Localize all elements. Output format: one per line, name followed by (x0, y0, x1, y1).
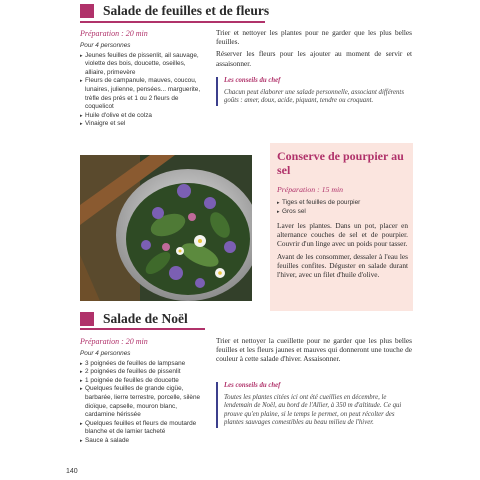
salad-photo (80, 155, 252, 301)
chef-tips (216, 77, 410, 106)
list-item: ▸ Quelques feuilles de grande cigüe, barbarée, lierre terrestre, porcelle, silène dioïque, capselle, mouron blanc, cardamine hérissée (80, 385, 205, 419)
recipe-title: Salade de Noël (103, 311, 188, 326)
list-item: ▸ Sauce à salade (80, 437, 205, 446)
list-item: ▸ 1 poignée de feuilles de doucette (80, 377, 205, 386)
instructions (216, 336, 412, 367)
tips-heading: Les conseils du chef (224, 77, 281, 84)
box-instructions (277, 221, 408, 282)
salad-bowl-image (80, 155, 252, 301)
paragraph: Avant de les consommer, dessaler à l'eau les feuilles confites. Déguster en salade durant l'hiver, avec un filet d'huile d'olive. (277, 251, 408, 280)
tips-text: Toutes les plantes citées ici ont été cueillies en décembre, le lendemain de Noël, au bord de l'Allier, à 350 m d'altitude. Ce qui prouve qu'en plaine, si le temps le permet, on peut récolter des plantes sauvages comestibles au beau milieu de l'hiver. (224, 393, 402, 427)
recipe-title: Salade de feuilles et de fleurs (103, 3, 270, 18)
section-marker (80, 312, 94, 326)
page-number: 140 (66, 468, 78, 475)
box-ingredients-list (277, 199, 409, 216)
tips-heading: Les conseils du chef (224, 382, 281, 389)
section-marker (80, 4, 94, 18)
title-underline (80, 328, 205, 330)
title-underline (80, 21, 265, 23)
chef-tips (216, 382, 410, 428)
list-item: ▸ Huile d'olive et de colza (80, 112, 205, 121)
list-item: ▸ Fleurs de campanule, mauves, coucou, lunaires, julienne, pensées... marguerite, trèfle des prés et 1 ou 2 fleurs de coquelicot (80, 77, 205, 111)
paragraph: Réserver les fleurs pour les ajouter au moment de servir et assaisonner. (216, 49, 412, 68)
preparation-time: Préparation : 20 min (80, 337, 148, 346)
box-preparation-time: Préparation : 15 min (277, 185, 344, 194)
list-item: ▸ Vinaigre et sel (80, 120, 205, 129)
list-item: ▸ Quelques feuilles et fleurs de moutarde blanche et de lamier tacheté (80, 420, 205, 437)
tips-text: Chacun peut élaborer une salade personnelle, associant différents goûts : amer, doux, acide, piquant, tendre ou croquant. (224, 88, 404, 105)
list-item: ▸ 2 poignées de feuilles de pissenlit (80, 368, 205, 377)
servings: Pour 4 personnes (80, 350, 131, 357)
list-item: ▸ Jeunes feuilles de pissenlit, ail sauvage, violette des bois, doucette, oseilles, alliaire, primevère (80, 52, 205, 78)
paragraph: Trier et nettoyer les plantes pour ne garder que les plus belles feuilles. (216, 28, 412, 47)
paragraph: Trier et nettoyer la cueillette pour ne garder que les plus belles feuilles et les fleurs jaunes et mauves qui donneront une touche de couleur à cette salade d'hiver. Assaisonner. (216, 336, 412, 364)
ingredients-list (80, 350, 205, 446)
instructions (216, 28, 412, 71)
list-item: ▸ Tiges et feuilles de pourpier (277, 199, 409, 208)
list-item: ▸ 3 poignées de feuilles de lampsane (80, 360, 205, 369)
ingredients-list (80, 42, 205, 129)
paragraph: Laver les plantes. Dans un pot, placer en alternance couches de sel et de pourpier. Couvrir d'un linge avec un poids pour tasser. (277, 221, 408, 249)
servings: Pour 4 personnes (80, 42, 131, 49)
preparation-time: Préparation : 20 min (80, 29, 148, 38)
list-item: ▸ Gros sel (277, 208, 409, 217)
box-title: Conserve de pourpier au sel (277, 149, 404, 177)
